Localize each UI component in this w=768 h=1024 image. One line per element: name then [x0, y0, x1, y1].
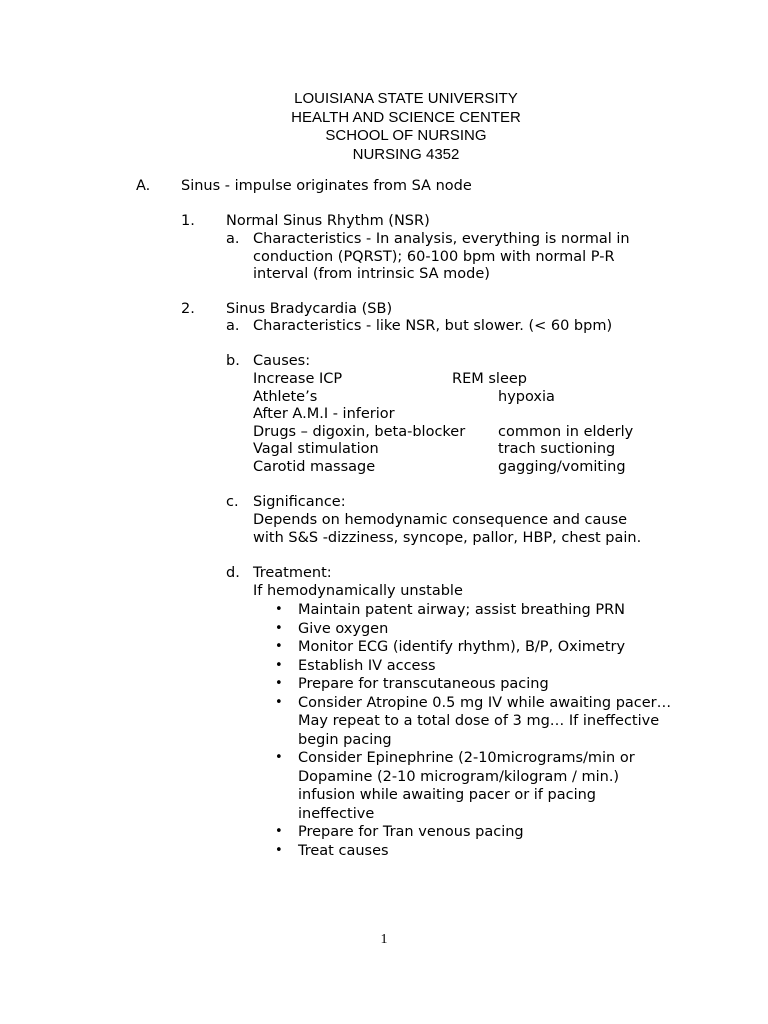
bullet-icon: •	[275, 657, 283, 673]
list-item-text: Maintain patent airway; assist breathing PRN	[298, 602, 625, 618]
bullet-icon: •	[275, 639, 283, 654]
item-1a-letter: a.	[226, 231, 240, 247]
item-1-title: Normal Sinus Rhythm (NSR)	[226, 213, 430, 229]
header-center: HEALTH AND SCIENCE CENTER	[291, 108, 521, 126]
cause-row	[253, 406, 673, 424]
item-2a-letter: a.	[226, 318, 240, 334]
cause-right: REM sleep	[452, 371, 527, 387]
cause-left: Increase ICP	[253, 371, 343, 387]
item-2-title: Sinus Bradycardia (SB)	[226, 301, 393, 317]
cause-left: Vagal stimulation	[253, 441, 379, 457]
cause-left: Athlete’s	[253, 388, 318, 405]
list-item-text: Give oxygen	[298, 620, 389, 637]
bullet-icon: •	[275, 842, 283, 858]
item-2c-title: Significance:	[253, 494, 346, 510]
bullet-icon: •	[275, 694, 283, 710]
list-item	[275, 638, 675, 657]
causes-list	[253, 371, 673, 476]
list-item	[275, 657, 675, 676]
list-item	[275, 694, 675, 750]
item-1-number: 1.	[181, 213, 195, 229]
header-school: SCHOOL OF NURSING	[325, 127, 487, 144]
list-item-text: Prepare for Tran venous pacing	[298, 824, 524, 840]
list-item-text: Prepare for transcutaneous pacing	[298, 676, 549, 692]
header-course: NURSING 4352	[352, 145, 460, 163]
cause-right: gagging/vomiting	[498, 458, 626, 475]
bullet-icon: •	[275, 620, 283, 636]
item-2b-letter: b.	[226, 353, 240, 369]
cause-row	[253, 459, 673, 477]
cause-row	[253, 389, 673, 407]
item-2c-line-1: Depends on hemodynamic consequence and cause	[253, 512, 628, 528]
list-item-text: Consider Atropine 0.5 mg IV while awaiting pacer… May repeat to a total dose of 3 mg… If ineffective begin pacing	[298, 694, 672, 748]
list-item	[275, 675, 675, 694]
cause-left: Carotid massage	[253, 458, 376, 475]
list-item-text: Consider Epinephrine (2-10micrograms/min or Dopamine (2-10 microgram/kilogram / min.) infusion while awaiting pacer or if pacing ineffective	[298, 750, 635, 822]
cause-right: trach suctioning	[498, 441, 616, 457]
bullet-icon: •	[275, 676, 283, 691]
cause-left: After A.M.I - inferior	[253, 406, 395, 422]
list-item	[275, 823, 675, 842]
bullet-icon: •	[275, 750, 283, 765]
list-item	[275, 620, 675, 639]
cause-row	[253, 371, 673, 389]
item-2c-line-2: with S&S -dizziness, syncope, pallor, HBP, chest pain.	[253, 529, 642, 546]
cause-right: hypoxia	[498, 388, 555, 405]
header-university: LOUISIANA STATE UNIVERSITY	[294, 90, 518, 107]
item-2d-letter: d.	[226, 565, 240, 581]
list-item	[275, 749, 675, 823]
list-item-text: Monitor ECG (identify rhythm), B/P, Oximetry	[298, 639, 626, 655]
item-2-number: 2.	[181, 301, 195, 317]
item-2d-intro: If hemodynamically unstable	[253, 582, 463, 599]
item-2a-text: Characteristics - like NSR, but slower. (< 60 bpm)	[253, 318, 613, 334]
item-1a-line-2: conduction (PQRST); 60-100 bpm with normal P-R	[253, 248, 615, 265]
list-item	[275, 842, 675, 861]
list-item-text: Treat causes	[298, 842, 389, 859]
item-2b-title: Causes:	[253, 353, 311, 369]
cause-left: Drugs – digoxin, beta-blocker	[253, 423, 466, 440]
cause-right: common in elderly	[498, 423, 634, 440]
item-1a-line-1: Characteristics - In analysis, everything is normal in	[253, 231, 630, 247]
list-item-text: Establish IV access	[298, 657, 436, 674]
cause-row	[253, 424, 673, 442]
treatment-list	[275, 601, 675, 860]
item-2c-letter: c.	[226, 494, 239, 510]
section-a-letter: A.	[136, 178, 151, 194]
bullet-icon: •	[275, 602, 283, 617]
item-2d-title: Treatment:	[253, 565, 332, 581]
page-number: 1	[380, 932, 388, 947]
item-1a-line-3: interval (from intrinsic SA mode)	[253, 266, 490, 282]
bullet-icon: •	[275, 824, 283, 839]
cause-row	[253, 441, 673, 459]
list-item	[275, 601, 675, 620]
document-header	[0, 90, 768, 164]
section-a-title: Sinus - impulse originates from SA node	[181, 178, 472, 194]
